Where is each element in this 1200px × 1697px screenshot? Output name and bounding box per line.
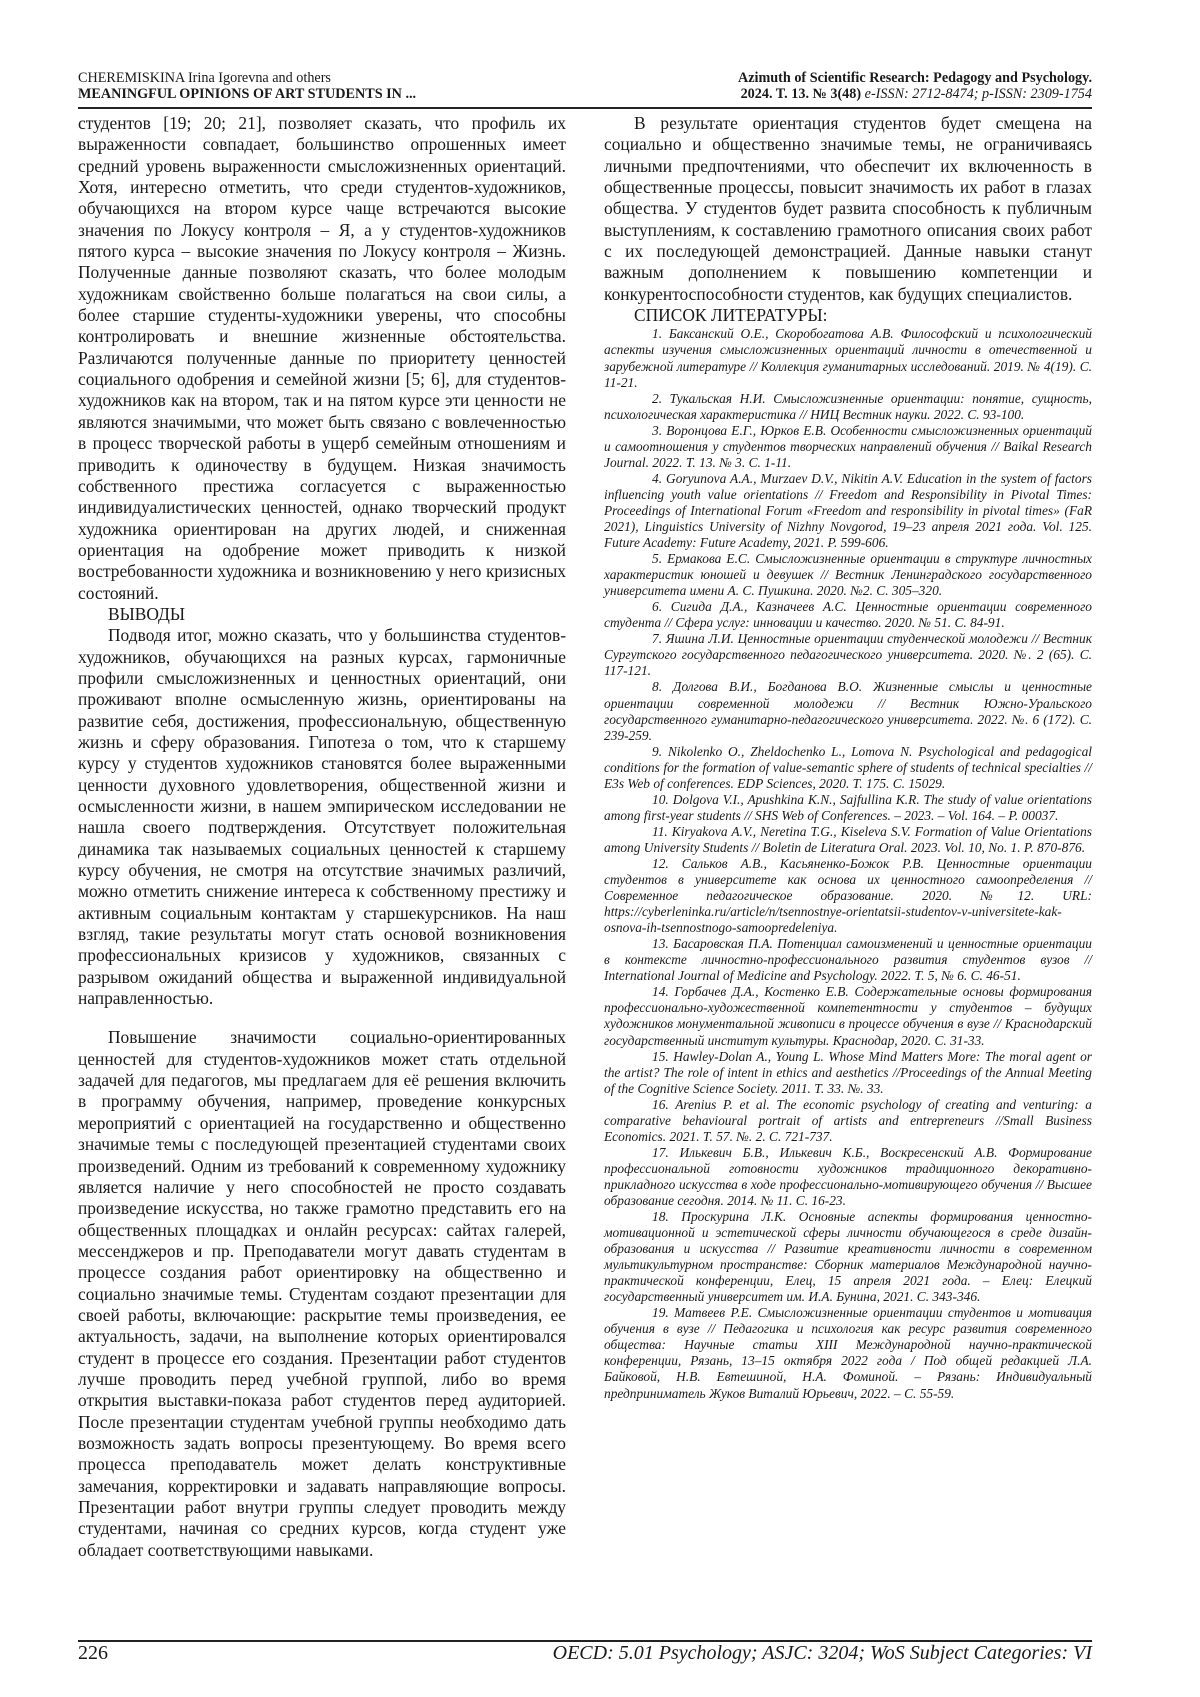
- reference-item: 1. Баксанский О.Е., Скоробогатова А.В. Философский и психологический аспекты изучения смысложизненных ориентаций личности в отечественной и зарубежной литературе // Коллекция гуманитарных исследований. 2019. № 4(19). С. 11-21.: [604, 326, 1092, 390]
- body-paragraph: В результате ориентация студентов будет смещена на социально и общественно значимые темы, не ограничиваясь личными предпочтениями, что обеспечит их включенность в общественные процессы, повысит значимость их работ в глазах общества. У студентов будет развита способность к публичным выступлениям, к составлению грамотного описания своих работ с их последующей демонстрацией. Данные навыки станут важным дополнением к повышению компетенции и конкурентоспособности студентов, как будущих специалистов.: [604, 113, 1092, 304]
- header-authors: CHEREMISKINA Irina Igorevna and others: [78, 70, 331, 86]
- reference-item: 19. Матвеев Р.Е. Смысложизненные ориентации студентов и мотивация обучения в вузе // Педагогика и психология как ресурс развития современного общества: Научные статьи XIII Международной научно-практической конференции, Рязань, 13–15 октября 2022 года / Под общей редакцией Л.А. Байковой, Н.В. Евтешиной, Н.А. Фоминой. – Рязань: Индивидуальный предприниматель Жуков Виталий Юрьевич, 2022. – С. 55-59.: [604, 1305, 1092, 1401]
- reference-item: 18. Проскурина Л.К. Основные аспекты формирования ценностно-мотивационной и эстетической сферы личности обучающегося в среде дизайн-образования и искусства // Развитие креативности личности в современном мультикультурном пространстве: Сборник материалов Международной научно-практической конференции, Елец, 15 апреля 2021 года. – Елец: Елецкий государственный университет им. И.А. Бунина, 2021. С. 343-346.: [604, 1209, 1092, 1305]
- header-journal: Azimuth of Scientific Research: Pedagogy and Psychology.: [737, 70, 1092, 86]
- reference-item: 14. Горбачев Д.А., Костенко Е.В. Содержательные основы формирования профессионально-художественной компетентности у студентов – будущих художников монументальной живописи в процессе обучения в вузе // Краснодарский государственный институт культуры. Краснодар, 2020. С. 31-33.: [604, 984, 1092, 1048]
- reference-item: 2. Тукальская Н.И. Смысложизненные ориентации: понятие, сущность, психологическая характеристика // НИЦ Вестник науки. 2022. С. 93-100.: [604, 390, 1092, 422]
- reference-item: 5. Ермакова Е.С. Смысложизненные ориентации в структуре личностных характеристик юношей и девушек // Вестник Ленинградского государственного университета имени А. С. Пушкина. 2020. №2. С. 305–320.: [604, 551, 1092, 599]
- reference-item: 13. Басаровская П.А. Потенциал самоизменений и ценностные ориентации в контексте личностно-профессионального развития студентов вузов // International Journal of Medicine and Psychology. 2022. Т. 5, № 6. С. 46-51.: [604, 936, 1092, 984]
- right-column: [604, 113, 1092, 1402]
- running-header-left: [78, 70, 416, 102]
- header-issn: e-ISSN: 2712-8474; p-ISSN: 2309-1754: [861, 86, 1092, 102]
- reference-item: 12. Сальков А.В., Касьяненко-Божок Р.В. Ценностные ориентации студентов в университете как основа их ценностного самоопределения // Современное педагогическое образование. 2020. №12. URL: https://cyberleninka.ru/article/n/tsennostnye-orientatsii-studentov-v-universitete-kak-osnova-ih-tsennostnogo-samoopredeleniya.: [604, 855, 1092, 936]
- reference-item: 17. Илькевич Б.В., Илькевич К.Б., Воскресенский А.В. Формирование профессиональной готовности художников традиционного декоративно-прикладного искусства в ходе профессионально-мотивирующего обучения // Высшее образование сегодня. 2014. № 11. С. 16-23.: [604, 1144, 1092, 1208]
- reference-item: 7. Яшина Л.И. Ценностные ориентации студенческой молодежи // Вестник Сургутского государственного педагогического университета. 2020. №. 2 (65). С. 117-121.: [604, 631, 1092, 679]
- header-article-title: MEANINGFUL OPINIONS OF ART STUDENTS IN ...: [78, 86, 417, 102]
- left-column: [78, 113, 566, 1561]
- header-issue-line: [738, 86, 1092, 102]
- reference-item: 4. Goryunova A.A., Murzaev D.V., Nikitin A.V. Education in the system of factors influencing youth value orientations // Freedom and Responsibility in Pivotal Times: Proceedings of International Forum «Freedom and responsibility in pivotal times» (FaR 2021), Linguistics University of Nizhny Novgorod, 19–23 апреля 2021 года. Vol. 125. Future Academy: Future Academy, 2021. P. 599-606.: [604, 470, 1092, 551]
- footer-classification: OECD: 5.01 Psychology; ASJC: 3204; WoS Subject Categories: VI: [552, 1642, 1092, 1664]
- section-heading-conclusions: ВЫВОДЫ: [108, 603, 186, 624]
- reference-list: [604, 326, 1092, 1401]
- body-paragraph: студентов [19; 20; 21], позволяет сказать, что профиль их выраженности совпадает, большинство опрошенных имеет средний уровень выраженности смысложизненных ориентаций. Хотя, интересно отметить, что среди студентов-художников, обучающихся на втором курсе чаще встречаются высокие значения по Локусу контроля – Я, а у студентов-художников пятого курса – высокие значения по Локусу контроля – Жизнь. Полученные данные позволяют сказать, что более молодым художникам свойственно больше полагаться на свои силы, а более старшие студенты-художники уверены, что способны контролировать и внешние жизненные обстоятельства. Различаются полученные данные по приоритету ценностей социального одобрения и семейной жизни [5; 6], для студентов-художников как на втором, так и на пятом курсе эти ценности не являются значимыми, что может быть связано с вовлеченностью в процесс творческой работы в ущерб семейным отношениям и приводить к одиночеству в будущем. Низкая значимость собственного престижа согласуется с выраженностью индивидуалистических ценностей, однако творческий продукт художника ориентирован на других людей, и сниженная ориентация на одобрение может приводить к низкой востребованности художника и возникновению у него кризисных состояний.: [78, 113, 566, 603]
- header-divider: [78, 107, 1092, 109]
- paragraph-gap: [78, 1009, 566, 1027]
- page-number: 226: [78, 1642, 108, 1664]
- reference-item: 8. Долгова В.И., Богданова В.О. Жизненные смыслы и ценностные ориентации современной молодежи // Вестник Южно-Уральского государственного гуманитарно-педагогического университета. 2022. №. 6 (172). С. 239-259.: [604, 679, 1092, 743]
- section-heading-references: СПИСОК ЛИТЕРАТУРЫ:: [634, 305, 828, 326]
- reference-item: 10. Dolgova V.I., Apushkina K.N., Sajfullina K.R. The study of value orientations among first-year students // SHS Web of Conferences. – 2023. – Vol. 164. – P. 00037.: [604, 791, 1092, 823]
- reference-item: 9. Nikolenko O., Zheldochenko L., Lomova N. Psychological and pedagogical conditions for the formation of value-semantic sphere of students of technical specialties // E3s Web of conferences. EDP Sciences, 2020. Т. 175. С. 15029.: [604, 743, 1092, 791]
- running-header-right: [738, 70, 1092, 102]
- header-issue: 2024. T. 13. № 3(48): [740, 86, 862, 102]
- reference-item: 11. Kiryakova A.V., Neretina T.G., Kiseleva S.V. Formation of Value Orientations among University Students // Boletin de Literatura Oral. 2023. Vol. 10, No. 1. P. 870-876.: [604, 823, 1092, 855]
- reference-item: 3. Воронцова Е.Г., Юрков Е.В. Особенности смысложизненных ориентаций и самоотношения у студентов творческих направлений обучения // Baikal Research Journal. 2022. Т. 13. № 3. С. 1-11.: [604, 422, 1092, 470]
- body-paragraph: Подводя итог, можно сказать, что у большинства студентов-художников, обучающихся на разных курсах, гармоничные профили смысложизненных и ценностных ориентаций, они проживают вполне осмысленную жизнь, ориентированы на развитие себя, достижения, профессиональную, общественную жизнь и сферу образования. Гипотеза о том, что к старшему курсу у студентов художников становятся более выраженными ценности духовного удовлетворения, общественной жизни и осмысленности жизни, в нашем эмпирическом исследовании не нашла своего подтверждения. Отсутствует положительная динамика так называемых социальных ценностей к старшему курсу обучения, не смотря на отсутствие значимых различий, можно отметить снижение интереса к собственному престижу и активным социальным контактам у старшекурсников. На наш взгляд, такие результаты могут стать основой возникновения профессиональных кризисов у художников, связанных с разрывом ожиданий общества и выраженной индивидуальной направленностью.: [78, 625, 566, 1009]
- reference-item: 6. Сигида Д.А., Казначеев А.С. Ценностные ориентации современного студента // Сфера услуг: инновации и качество. 2020. № 51. С. 84-91.: [604, 599, 1092, 631]
- reference-item: 16. Arenius P. et al. The economic psychology of creating and venturing: a comparative behavioural portrait of artists and entrepreneurs //Small Business Economics. 2021. Т. 57. №. 2. С. 721-737.: [604, 1096, 1092, 1144]
- body-paragraph: Повышение значимости социально-ориентированных ценностей для студентов-художников может стать отдельной задачей для педагогов, мы предлагаем для её решения включить в программу обучения, например, проведение конкурсных мероприятий с ориентацией на государственно и общественно значимые темы с последующей презентацией студентами своих произведений. Одним из требований к современному художнику является наличие у него способностей не просто создавать произведение искусства, но также грамотно представить его на общественных площадках и онлайн ресурсах: сайтах галерей, мессенджеров и пр. Преподаватели могут давать студентам в процессе создания работ ориентировку на общественно и социально значимые темы. Студентам создают презентации для своей работы, включающие: раскрытие темы произведения, ее актуальность, задачи, на выполнение которых ориентировался студент в процессе его создания. Презентации работ студентов лучше проводить перед учебной группой, либо во время открытия выставки-показа работ студентов перед аудиторией. После презентации студентам учебной группы необходимо дать возможность задать вопросы презентующему. Во время всего процесса преподаватель может делать конструктивные замечания, корректировки и задавать направляющие вопросы. Презентации работ внутри группы следует проводить между студентами, начиная со средних курсов, когда студент уже обладает соответствующими навыками.: [78, 1027, 566, 1560]
- reference-item: 15. Hawley-Dolan A., Young L. Whose Mind Matters More: The moral agent or the artist? The role of intent in ethics and aesthetics //Proceedings of the Annual Meeting of the Cognitive Science Society. 2011. Т. 33. №. 33.: [604, 1048, 1092, 1096]
